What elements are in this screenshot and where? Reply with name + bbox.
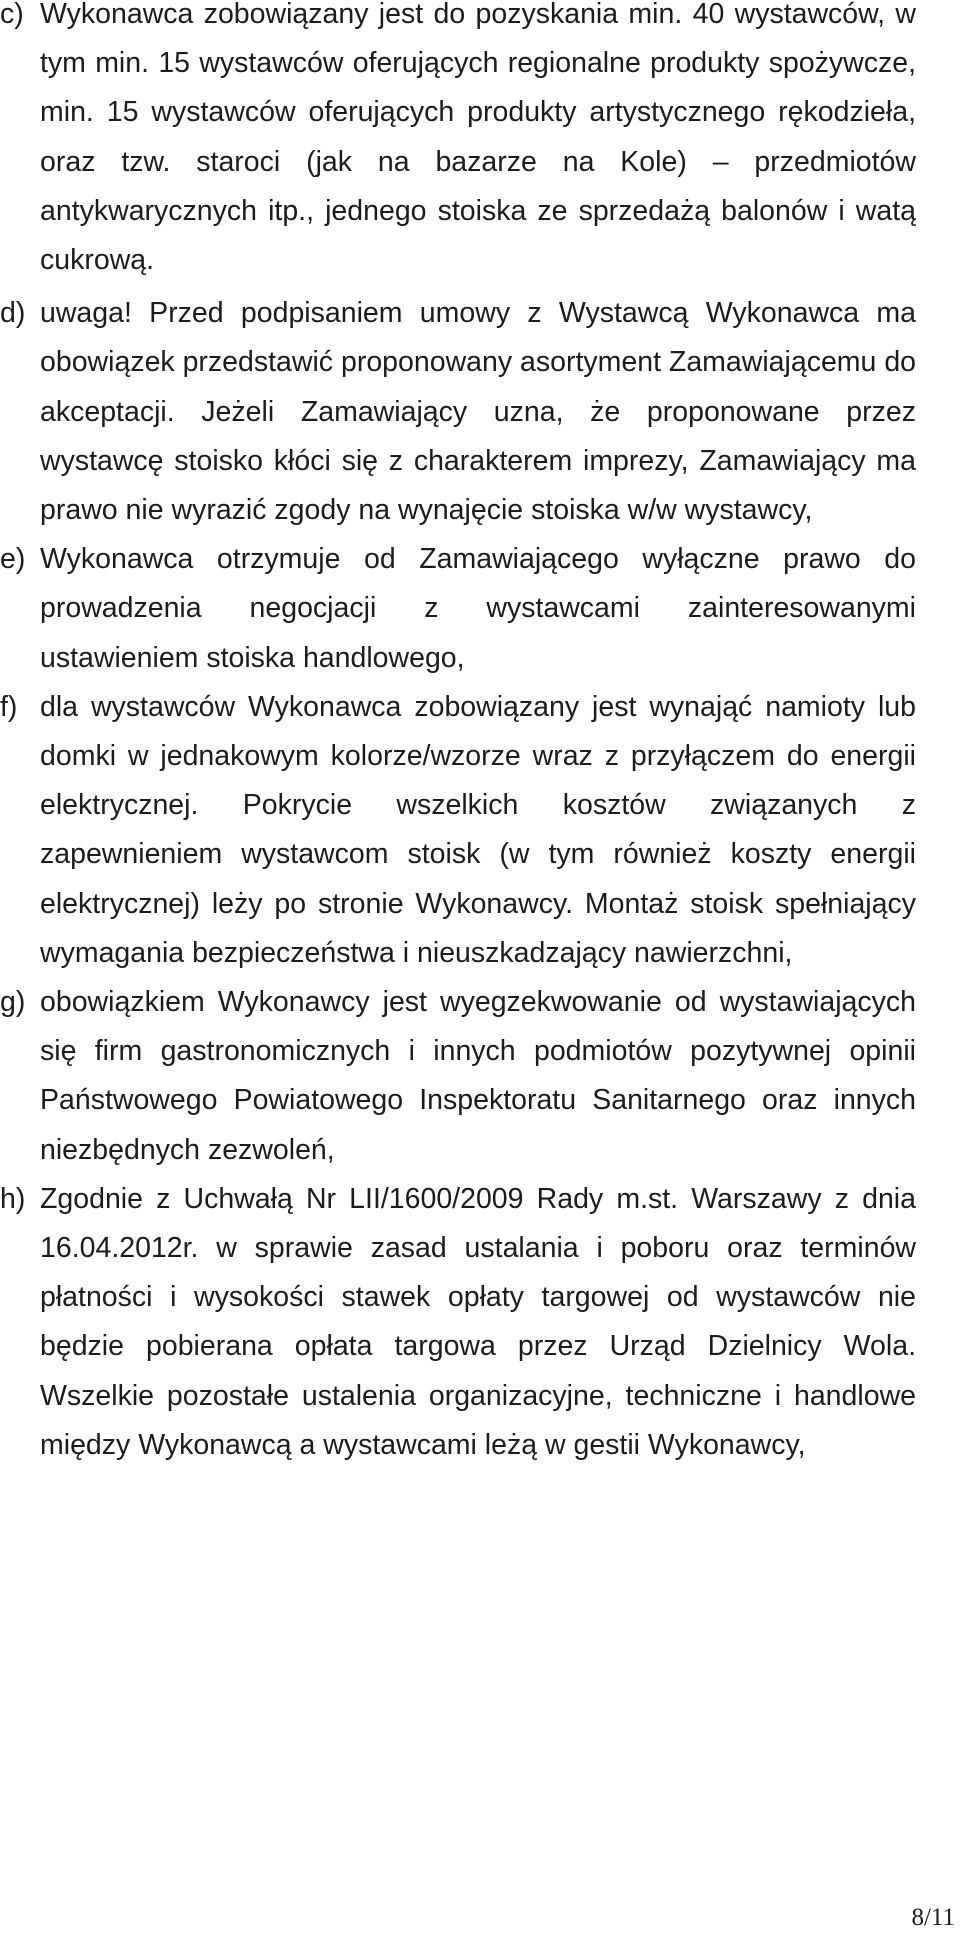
list-item-c xyxy=(0,0,916,285)
list-item-c-text: Wykonawca zobowiązany jest do pozyskania min. 40 wystawców, w tym min. 15 wystawców oferujących regionalne produkty spożywcze, min. 15 wystawców oferujących produkty artystycznego rękodzieła, oraz tzw. staroci (jak na bazarze na Kole) – przedmiotów antykwarycznych itp., jednego stoiska ze sprzedażą balonów i watą cukrową. xyxy=(40,0,916,277)
list-item-h xyxy=(0,1175,916,1470)
list-marker-h: h) xyxy=(0,1182,26,1215)
list-item-d xyxy=(0,289,916,535)
list-item-g xyxy=(0,978,916,1175)
list-item-d-text: uwaga! Przed podpisaniem umowy z Wystawcą Wykonawca ma obowiązek przedstawić proponowany asortyment Zamawiającemu do akceptacji. Jeżeli Zamawiający uzna, że proponowane przez wystawcę stoisko kłóci się z charakterem imprezy, Zamawiający ma prawo nie wyrazić zgody na wynajęcie stoiska w/w wystawcy, xyxy=(40,297,917,527)
list-marker-c: c) xyxy=(0,0,24,30)
list-item-f xyxy=(0,683,916,978)
list-marker-g: g) xyxy=(0,986,26,1019)
list-item-f-text: dla wystawców Wykonawca zobowiązany jest wynająć namioty lub domki w jednakowym kolorze/wzorze wraz z przyłączem do energii elektrycznej. Pokrycie wszelkich kosztów związanych z zapewnieniem wystawcom stoisk (w tym również koszty energii elektrycznej) leży po stronie Wykonawcy. Montaż stoisk spełniający wymagania bezpieczeństwa i nieuszkadzający nawierzchni, xyxy=(40,690,916,969)
list-item-h-text: Zgodnie z Uchwałą Nr LII/1600/2009 Rady m.st. Warszawy z dnia 16.04.2012r. w sprawie zasad ustalania i poboru oraz terminów płatności i wysokości stawek opłaty targowej od wystawców nie będzie pobierana opłata targowa przez Urząd Dzielnicy Wola. Wszelkie pozostałe ustalenia organizacyjne, techniczne i handlowe między Wykonawcą a wystawcami leżą w gestii Wykonawcy, xyxy=(40,1182,916,1461)
list-item-g-text: obowiązkiem Wykonawcy jest wyegzekwowanie od wystawiających się firm gastronomicznych i innych podmiotów pozytywnej opinii Państwowego Powiatowego Inspektoratu Sanitarnego oraz innych niezbędnych zezwoleń, xyxy=(40,986,916,1166)
list-marker-d: d) xyxy=(0,297,26,330)
page-number: 8/11 xyxy=(911,1904,955,1931)
list-marker-f: f) xyxy=(0,690,18,723)
list-item-e xyxy=(0,535,916,683)
list-marker-e: e) xyxy=(0,543,26,576)
list-item-e-text: Wykonawca otrzymuje od Zamawiającego wyłączne prawo do prowadzenia negocjacji z wystawcami zainteresowanymi ustawieniem stoiska handlowego, xyxy=(40,543,916,674)
